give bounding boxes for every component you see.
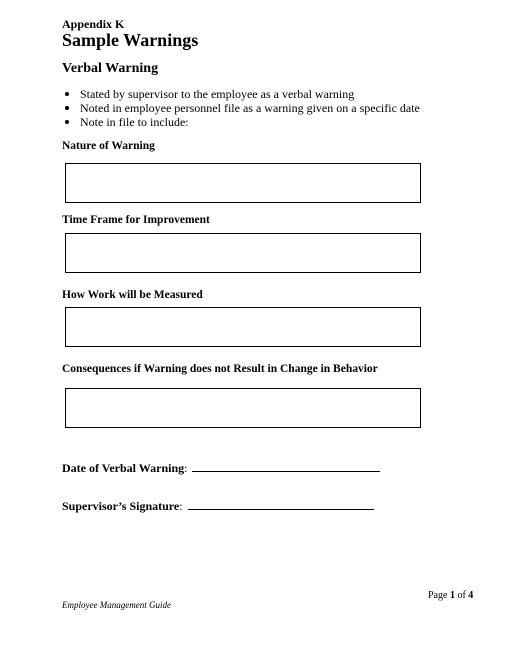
list-item: Stated by supervisor to the employee as a verbal warning [62,87,420,101]
time-frame-label: Time Frame for Improvement [62,214,210,226]
date-of-warning-line[interactable] [192,461,380,472]
supervisor-signature-line[interactable] [188,499,374,510]
work-measured-field[interactable] [65,307,421,347]
date-of-warning-label: Date of Verbal Warning [62,461,185,475]
supervisor-signature-row: Supervisor’s Signature: [62,499,374,514]
instruction-list [62,87,420,129]
time-frame-field[interactable] [65,233,421,273]
consequences-label: Consequences if Warning does not Result in Change in Behavior [62,363,378,375]
nature-of-warning-field[interactable] [65,163,421,203]
section-title: Verbal Warning [62,61,159,76]
appendix-label: Appendix K [62,17,125,31]
supervisor-signature-label: Supervisor’s Signature [62,499,180,513]
list-item: Noted in employee personnel file as a warning given on a specific date [62,101,420,115]
consequences-field[interactable] [65,388,421,428]
date-of-warning-row: Date of Verbal Warning: [62,461,380,476]
page-number: Page 1 of 4 [428,590,474,601]
list-item: Note in file to include: [62,115,420,129]
nature-of-warning-label: Nature of Warning [62,140,155,152]
page-title: Sample Warnings [62,30,199,50]
footer-text: Employee Management Guide [62,600,171,610]
work-measured-label: How Work will be Measured [62,289,203,301]
